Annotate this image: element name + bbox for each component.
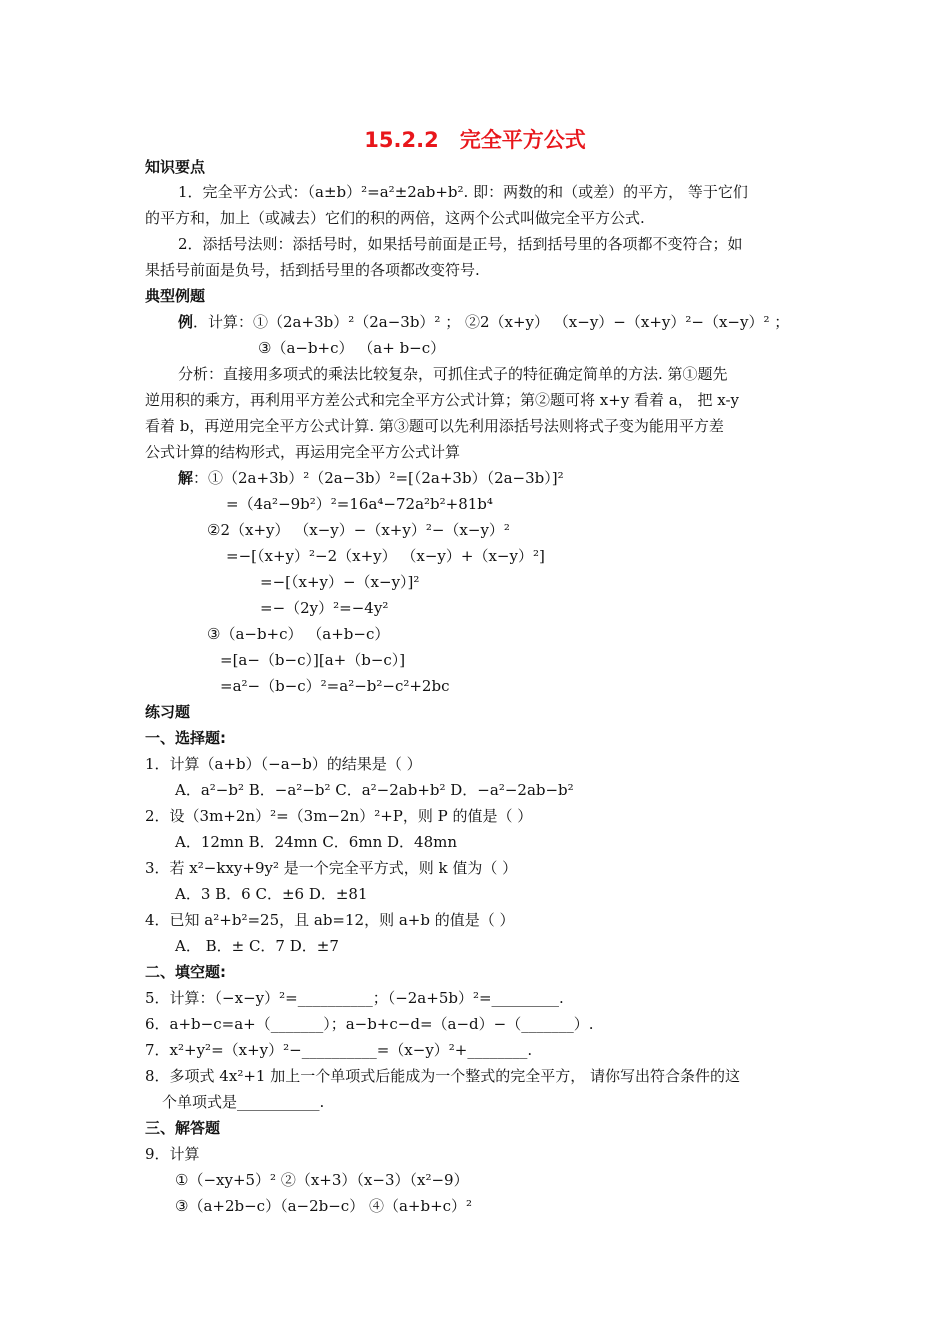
knowledge-p1-line1: 1．完全平方公式：（a±b）²=a²±2ab+b². 即：两数的和（或差）的平方， 等于它们 [178,183,748,201]
choice-q3: 3．若 x²−kxy+9y² 是一个完全平方式，则 k 值为（ ） [145,859,518,877]
choice-q4: 4．已知 a²+b²=25，且 ab=12，则 a+b 的值是（ ） [145,911,515,929]
solve-q9: 9．计算 [145,1145,200,1163]
solve-q9-row1: ①（−xy+5）² ②（x+3）（x−3）（x²−9） [175,1171,469,1189]
choice-q3-options: A．3 B．6 C．±6 D．±81 [175,885,368,903]
section-heading-knowledge: 知识要点 [145,158,206,176]
solution-line1 [178,467,564,488]
page-title: 15.2.2 完全平方公式 [364,128,586,152]
solution-label: 解 [178,469,194,487]
section-heading-solve: 三、解答题 [145,1119,221,1137]
solution-line3: ②2（x+y） （x−y）−（x+y）²−（x−y）² [207,521,510,539]
knowledge-p2-line2: 果括号前面是负号，括到括号里的各项都改变符号. [145,261,480,279]
analysis-line1: 分析：直接用多项式的乘法比较复杂，可抓住式子的特征确定简单的方法. 第①题先 [178,365,728,383]
knowledge-p1-line2: 的平方和，加上（或减去）它们的积的两倍，这两个公式叫做完全平方公式. [145,209,645,227]
section-heading-choice: 一、选择题: [145,729,226,747]
choice-q1: 1．计算（a+b）（−a−b）的结果是（ ） [145,755,422,773]
fill-q7: 7．x²+y²=（x+y）²−__________=（x−y）²+________. [145,1041,533,1059]
choice-q2: 2．设（3m+2n）²=（3m−2n）²+P，则 P 的值是（ ） [145,807,533,825]
knowledge-p2-line1: 2．添括号法则：添括号时，如果括号前面是正号，括到括号里的各项都不变符合；如 [178,235,743,253]
analysis-line4: 公式计算的结构形式，再运用完全平方公式计算 [145,443,461,461]
analysis-line3: 看着 b，再逆用完全平方公式计算. 第③题可以先利用添括号法则将式子变为能用平方差 [145,417,724,435]
solution-text: ：①（2a+3b）²（2a−3b）²=[（2a+3b）（2a−3b）]² [193,469,564,487]
choice-q1-options: A．a²−b² B．−a²−b² C．a²−2ab+b² D．−a²−2ab−b² [175,781,574,799]
solution-line9: =a²−（b−c）²=a²−b²−c²+2bc [220,677,450,695]
example-label: 例 [178,313,194,331]
solution-line7: ③（a−b+c） （a+b−c） [207,625,390,643]
fill-q5: 5．计算：（−x−y）²=__________；（−2a+5b）²=_________. [145,989,564,1007]
solve-q9-row2: ③（a+2b−c）（a−2b−c） ④（a+b+c）² [175,1197,473,1215]
choice-q2-options: A．12mn B．24mn C．6mn D．48mn [175,833,458,851]
solution-line4: =−[（x+y）²−2（x+y） （x−y）+（x−y）²] [226,547,545,565]
example-question-line2: ③（a−b+c） （a+ b−c） [258,339,446,357]
analysis-line2: 逆用积的乘方，再利用平方差公式和完全平方公式计算；第②题可将 x+y 看着 a， 把 x-y [145,391,740,409]
example-question-text: ．计算：①（2a+3b）²（2a−3b）² ； ②2（x+y） （x−y）−（x+y）²−（x−y）² ； [193,313,790,331]
choice-q4-options: A． B．± C．7 D．±7 [175,937,339,955]
fill-q8-line1: 8．多项式 4x²+1 加上一个单项式后能成为一个整式的完全平方， 请你写出符合条件的这 [145,1067,740,1085]
example-question-line1 [178,311,789,332]
section-heading-practice: 练习题 [145,703,191,721]
solution-line2: =（4a²−9b²）²=16a⁴−72a²b²+81b⁴ [226,495,493,513]
solution-line5: =−[（x+y）−（x−y）]² [260,573,420,591]
section-heading-fill: 二、填空题: [145,963,226,981]
fill-q6: 6．a+b−c=a+（_______）；a−b+c−d=（a−d）−（_______）. [145,1015,594,1033]
solution-line8: =[a−（b−c）][a+（b−c）] [220,651,406,669]
solution-line6: =−（2y）²=−4y² [260,599,389,617]
fill-q8-line2: 个单项式是___________. [162,1093,325,1111]
section-heading-examples: 典型例题 [145,287,206,305]
